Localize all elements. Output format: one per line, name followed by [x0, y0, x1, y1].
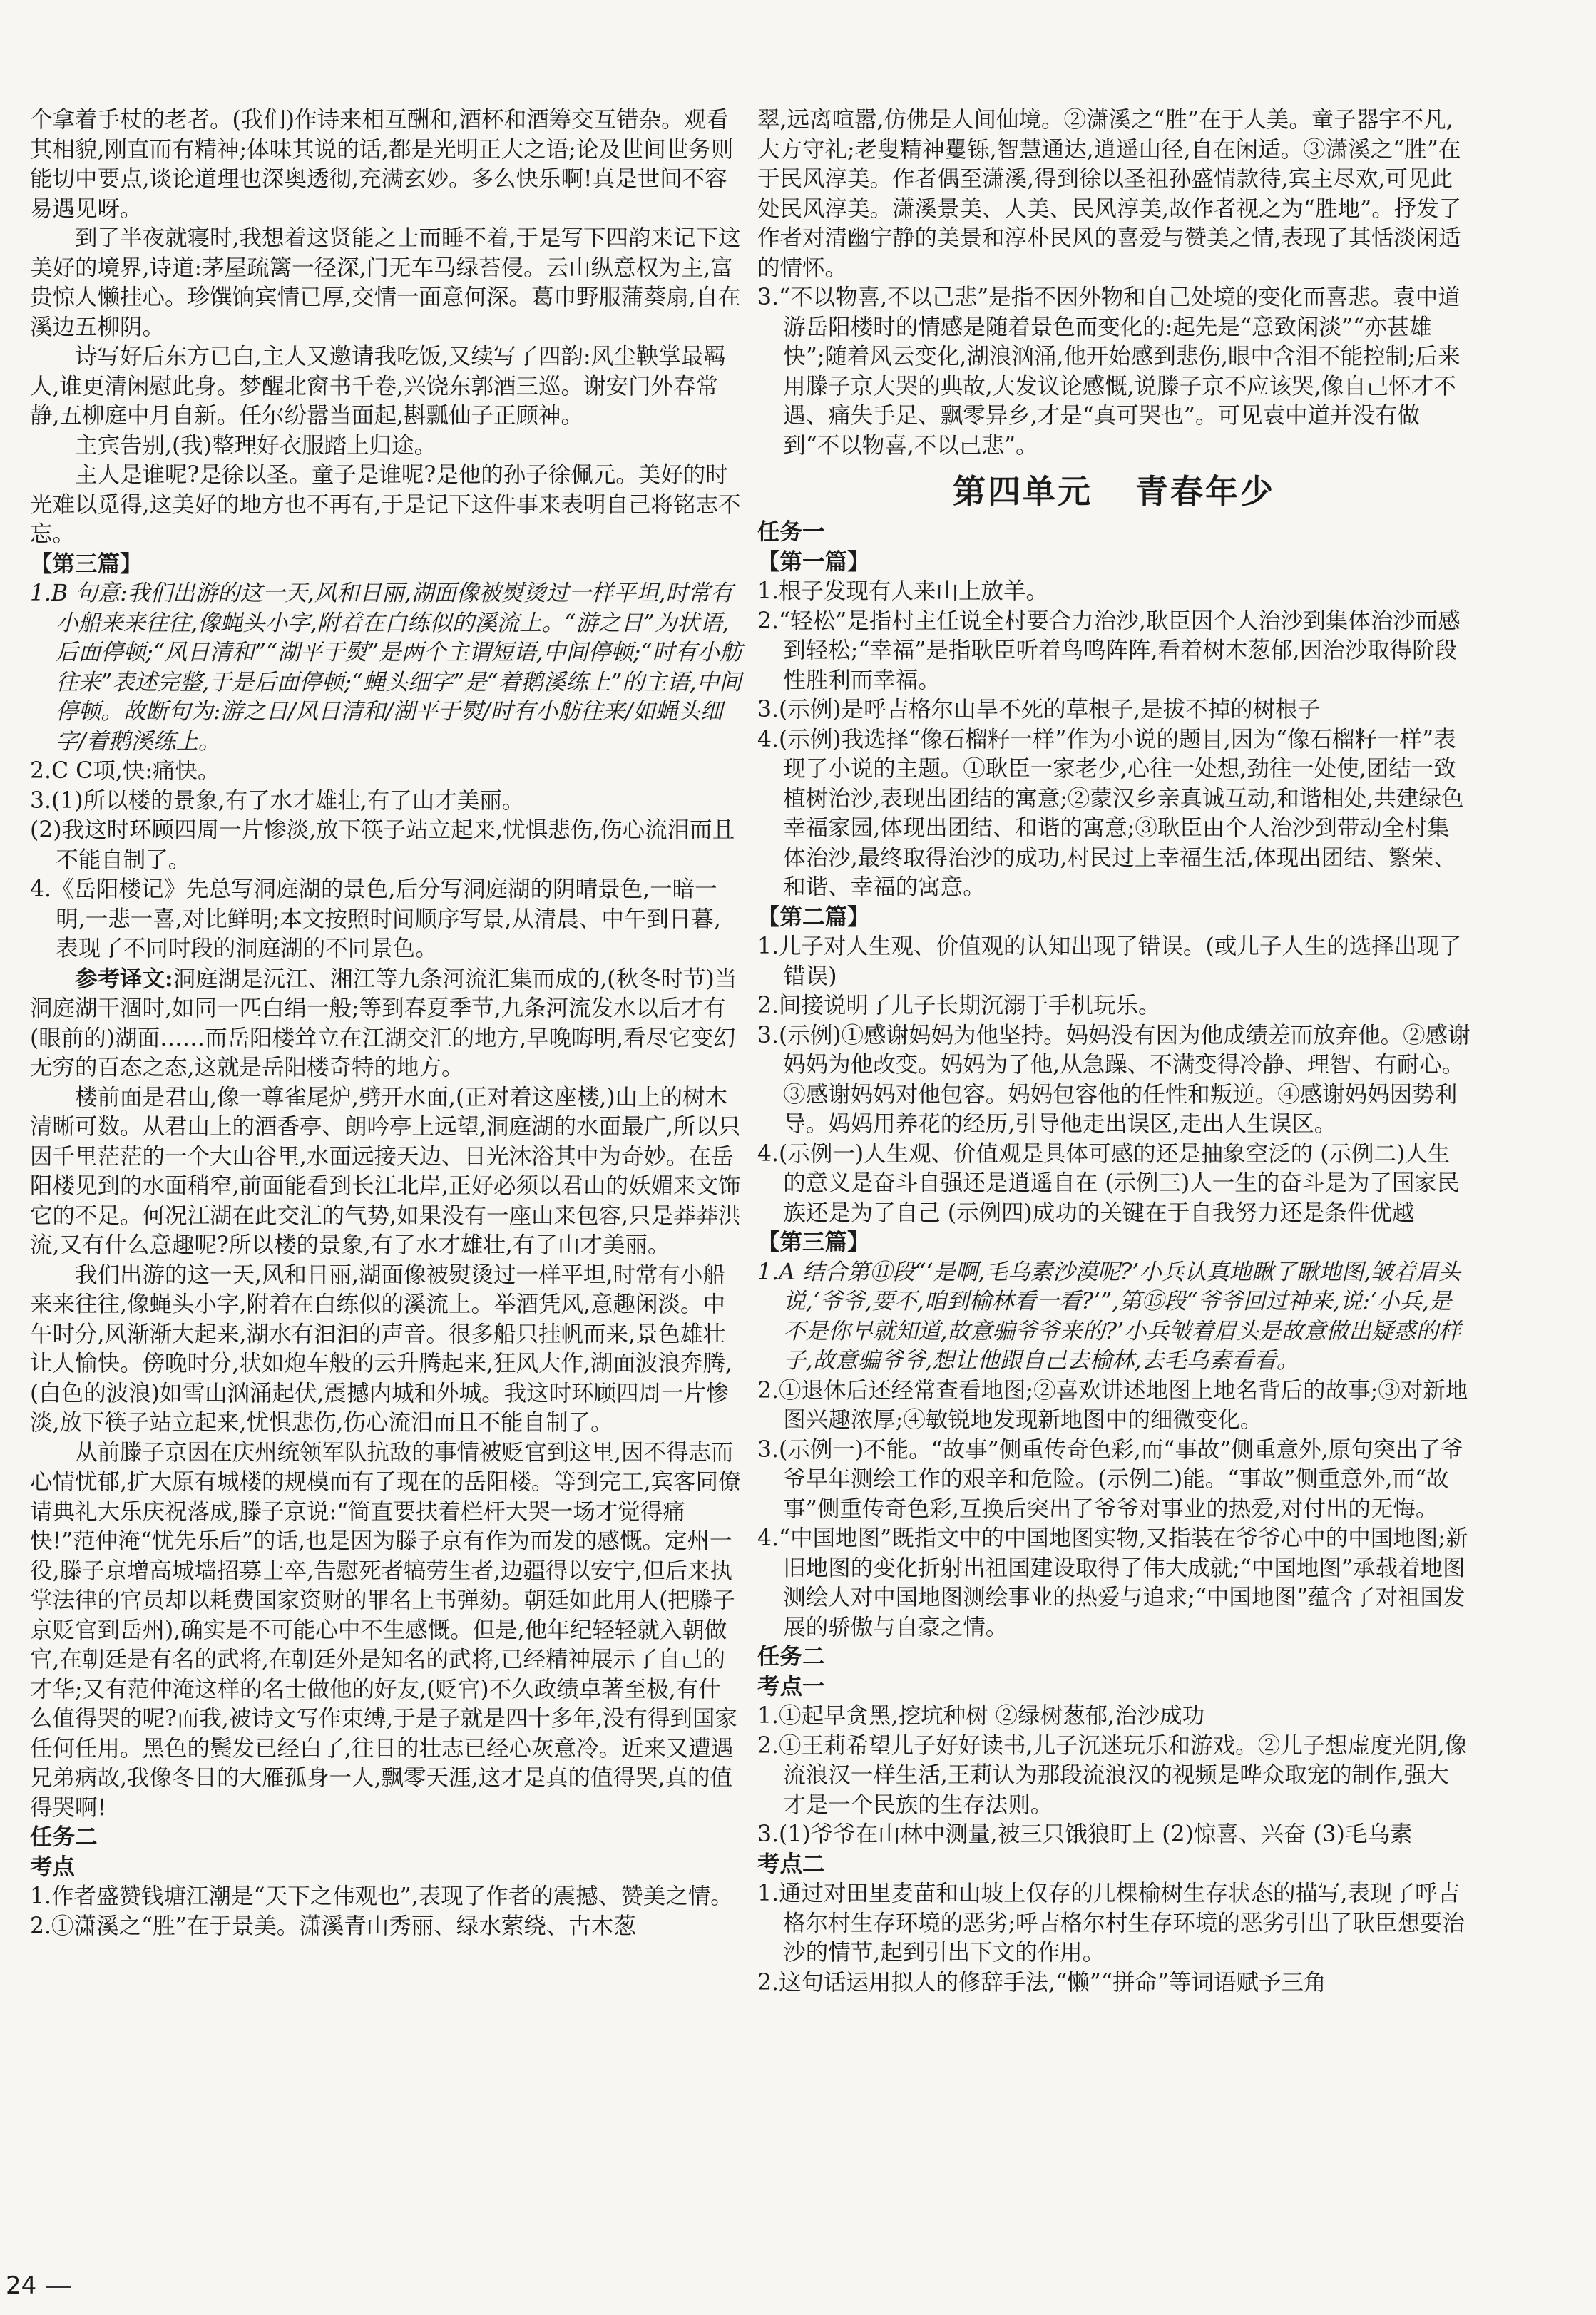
answer-item: 1.儿子对人生观、价值观的认知出现了错误。(或儿子人生的选择出现了错误): [757, 934, 1462, 989]
answer-item: 3.(示例)①感谢妈妈为他坚持。妈妈没有因为他成绩差而放弃他。②感谢妈妈为他改变。妈妈为了他,从急躁、不满变得冷静、理智、有耐心。③感谢妈妈对他包容。妈妈包容他的任性和叛逆。④感谢妈妈因势利导。妈妈用养花的经历,引导他走出误区,走出人生误区。: [757, 1022, 1470, 1137]
translation-paragraph: 楼前面是君山,像一尊雀尾炉,劈开水面,(正对着这座楼,)山上的树木清晰可数。从君山上的酒香亭、朗吟亭上远望,洞庭湖的水面最广,所以只因千里茫茫的一个大山谷里,水面远接天边、日光沐浴其中为奇妙。在岳阳楼见到的水面稍窄,前面能看到长江北岸,正好必须以君山的妖媚来文饰它的不足。何况江湖在此交汇的气势,如果没有一座山来包容,只是莽莽洪流,又有什么意趣呢?所以楼的景象,有了水才雄壮,有了山才美丽。: [30, 1084, 741, 1258]
answer-item: 2.这句话运用拟人的修辞手法,“懒”“拼命”等词语赋予三角: [757, 1969, 1326, 1995]
section-heading-second: 【第二篇】: [757, 904, 870, 930]
answer-item: 1.①起早贪黑,挖坑种树 ②绿树葱郁,治沙成功: [757, 1703, 1205, 1729]
translation-text: 洞庭湖是沅江、湘江等九条河流汇集而成的,(秋冬时节)当洞庭湖干涸时,如同一匹白绢一般;等到春夏季节,九条河流发水以后才有(眼前的)湖面……而岳阳楼耸立在江湖交汇的地方,早晚晦明,看尽它变幻无穷的百态之态,这就是岳阳楼奇特的地方。: [30, 966, 737, 1080]
section-heading-third: 【第三篇】: [30, 551, 143, 577]
translation-paragraph: 从前滕子京因在庆州统领军队抗敌的事情被贬官到这里,因不得志而心情忧郁,扩大原有城楼的规模而有了现在的岳阳楼。等到完工,宾客同僚请典礼大乐庆祝落成,滕子京说:“简直要扶着栏杆大哭一场才觉得痛快!”范仲淹“忧先乐后”的话,也是因为滕子京有作为而发的感慨。定州一役,滕子京增高城墙招募士卒,告慰死者犒劳生者,边疆得以安宁,但后来执掌法律的官员却以耗费国家资财的罪名上书弹劾。朝廷如此用人(把滕子京贬官到岳州),确实是不可能心中不生感慨。但是,他年纪轻轻就入朝做官,在朝廷是有名的武将,在朝廷外是知名的武将,已经精神展示了自己的才华;又有范仲淹这样的名士做他的好友,(贬官)不久政绩卓著至极,有什么值得哭的呢?而我,被诗文写作束缚,于是子就是四十多年,没有得到国家任何任用。黑色的鬓发已经白了,往日的壮志已经心灰意冷。近来又遭遇兄弟病故,我像冬日的大雁孤身一人,飘零天涯,这才是真的值得哭,真的值得哭啊!: [30, 1439, 741, 1821]
translation-paragraph: [30, 964, 743, 1083]
answer-item: 3.“不以物喜,不以己悲”是指不因外物和自己处境的变化而喜悲。袁中道游岳阳楼时的情感是随着景色而变化的:起先是“意致闲淡”“亦甚雄快”;随着风云变化,湖浪汹涌,他开始感到悲伤,眼中含泪不能控制;后来用滕子京大哭的典故,大发议论感慨,说滕子京不应该哭,像自己怀才不遇、痛失手足、飘零异乡,才是“真可哭也”。可见袁中道并没有做到“不以物喜,不以己悲”。: [757, 285, 1461, 459]
task-heading: 任务一: [757, 519, 825, 545]
answer-item: 2.间接说明了儿子长期沉溺于手机玩乐。: [757, 993, 1161, 1018]
answer-item: 1.通过对田里麦苗和山坡上仅存的几棵榆树生存状态的描写,表现了呼吉格尔村生存环境的恶劣;呼吉格尔村生存环境的恶劣引出了耿臣想要治沙的情节,起到引出下文的作用。: [757, 1881, 1465, 1966]
answer-item: 2.①潇溪之“胜”在于景美。潇溪青山秀丽、绿水萦绕、古木葱: [30, 1913, 636, 1939]
page-number-rule: [46, 2286, 71, 2288]
answer-item: 4.“中国地图”既指文中的中国地图实物,又指装在爷爷心中的中国地图;新旧地图的变化折射出祖国建设取得了伟大成就;“中国地图”承载着地图测绘人对中国地图测绘事业的热爱与追求;“中国地图”蕴含了对祖国发展的骄傲与自豪之情。: [757, 1526, 1468, 1640]
unit-number: 第四单元: [953, 472, 1093, 511]
task-heading: 任务二: [30, 1824, 98, 1850]
answer-item: (2)我这时环顾四周一片惨淡,放下筷子站立起来,忧惧悲伤,伤心流泪而且不能自制了。: [30, 817, 735, 873]
translation-paragraph: 我们出游的这一天,风和日丽,湖面像被熨烫过一样平坦,时常有小船来来往往,像蝇头小字,附着在白练似的溪流上。举酒凭风,意趣闲淡。中午时分,风渐渐大起来,湖水有汩汩的声音。很多船只挂帆而来,景色雄壮让人愉快。傍晚时分,状如炮车般的云升腾起来,狂风大作,湖面波浪奔腾,(白色的波浪)如雪山汹涌起伏,震撼内城和外城。我这时环顾四周一片惨淡,放下筷子站立起来,忧惧悲伤,伤心流泪而且不能自制了。: [30, 1262, 733, 1436]
answer-item: 2.“轻松”是指村主任说全村要合力治沙,耿臣因个人治沙到集体治沙而感到轻松;“幸福”是指耿臣听着鸟鸣阵阵,看着树木葱郁,因治沙取得阶段性胜利而幸福。: [757, 608, 1461, 693]
answer-item: 4.《岳阳楼记》先总写洞庭湖的景色,后分写洞庭湖的阴晴景色,一暗一明,一悲一喜,对比鲜明;本文按照时间顺序写景,从清晨、中午到日暮,表现了不同时段的洞庭湖的不同景色。: [30, 877, 721, 961]
section-heading-first: 【第一篇】: [757, 548, 870, 575]
translation-paragraph: 到了半夜就寝时,我想着这贤能之士而睡不着,于是写下四韵来记下这美好的境界,诗道:茅屋疏篱一径深,门无车马绿苔侵。云山纵意权为主,富贵惊人懒挂心。珍馔饷宾情已厚,交情一面意何深。葛巾野服蒲葵扇,自在溪边五柳阴。: [30, 225, 741, 340]
answer-item: 4.(示例一)人生观、价值观是具体可感的还是抽象空泛的 (示例二)人生的意义是奋斗自强还是逍遥自在 (示例三)人一生的奋斗是为了国家民族还是为了自己 (示例四)成功的关键在于自我努力还是条件优越: [757, 1140, 1460, 1226]
point-heading: 考点二: [757, 1851, 825, 1877]
point-heading: 考点一: [757, 1673, 825, 1700]
answer-item: 1.B 句意:我们出游的这一天,风和日丽,湖面像被熨烫过一样平坦,时常有小船来来往往,像蝇头小字,附着在白练似的溪流上。“游之日”为状语,后面停顿;“风日清和”“湖平于熨”是两个主谓短语,中间停顿;“时有小舫往来”表述完整,于是后面停顿;“蝇头细字”是“着鹅溪练上”的主语,中间停顿。故断句为:游之日/风日清和/湖平于熨/时有小舫往来/如蝇头细字/着鹅溪练上。: [30, 581, 742, 755]
page-number: 24: [6, 2271, 37, 2300]
task-heading: 任务二: [757, 1644, 825, 1670]
answer-item: 2.①退休后还经常查看地图;②喜欢讲述地图上地名背后的故事;③对新地图兴趣浓厚;④敏锐地发现新地图中的细微变化。: [757, 1377, 1468, 1433]
answer-item: 3.(1)所以楼的景象,有了水才雄壮,有了山才美丽。: [30, 787, 525, 814]
answer-item: 1.根子发现有人来山上放羊。: [757, 578, 1049, 604]
answer-item: 1.A 结合第⑪段“‘是啊,毛乌素沙漠呢?’小兵认真地瞅了瞅地图,皱着眉头说,‘爷爷,要不,咱到榆林看一看?’”,第⑮段“爷爷回过神来,说:‘小兵,是不是你早就知道,故意骗爷爷来的?’小兵皱着眉头是故意做出疑惑的样子,故意骗爷爷,想让他跟自己去榆林,去毛乌素看看。: [757, 1259, 1461, 1374]
translation-paragraph: 个拿着手杖的老者。(我们)作诗来相互酬和,酒杯和酒筹交互错杂。观看其相貌,刚直而有精神;体味其说的话,都是光明正大之语;论及世间世务则能切中要点,谈论道理也深奥透彻,充满玄妙。多么快乐啊!真是世间不容易遇见呀。: [30, 107, 734, 222]
answer-item: 4.(示例)我选择“像石榴籽一样”作为小说的题目,因为“像石榴籽一样”表现了小说的主题。①耿臣一家老少,心往一处想,劲往一处使,团结一致植树治沙,表现出团结的寓意;②蒙汉乡亲真诚互动,和谐相处,共建绿色幸福家园,体现出团结、和谐的寓意;③耿臣由个人治沙到带动全村集体治沙,最终取得治沙的成功,村民过上幸福生活,体现出团结、繁荣、和谐、幸福的寓意。: [757, 726, 1464, 900]
translation-label: 参考译文:: [75, 965, 173, 992]
section-heading-third: 【第三篇】: [757, 1230, 870, 1255]
answer-item: 1.作者盛赞钱塘江潮是“天下之伟观也”,表现了作者的震撼、赞美之情。: [30, 1884, 733, 1909]
answer-continuation: 翠,远离喧嚣,仿佛是人间仙境。②潇溪之“胜”在于人美。童子器宇不凡,大方守礼;老叟精神矍铄,智慧通达,逍遥山径,自在闲适。③潇溪之“胜”在于民风淳美。作者偶至潇溪,得到徐以圣祖孙盛情款待,宾主尽欢,可见此处民风淳美。潇溪景美、人美、民风淳美,故作者视之为“胜地”。抒发了作者对清幽宁静的美景和淳朴民风的喜爱与赞美之情,表现了其恬淡闲适的情怀。: [757, 107, 1462, 281]
answer-item: 2.①王莉希望儿子好好读书,儿子沉迷玩乐和游戏。②儿子想虚度光阴,像流浪汉一样生活,王莉认为那段流浪汉的视频是哗众取宠的制作,强大才是一个民族的生存法则。: [757, 1732, 1468, 1818]
unit-name: 青春年少: [1135, 472, 1275, 511]
translation-paragraph: 主人是谁呢?是徐以圣。童子是谁呢?是他的孙子徐佩元。美好的时光难以觅得,这美好的地方也不再有,于是记下这件事来表明自己将铭志不忘。: [30, 462, 741, 547]
translation-paragraph: 诗写好后东方已白,主人又邀请我吃饭,又续写了四韵:风尘鞅掌最羁人,谁更清闲慰此身。梦醒北窗书千卷,兴饶东郭酒三巡。谢安门外春常静,五柳庭中月自新。任尔纷嚣当面起,斟瓢仙子正顾神。: [30, 344, 726, 429]
translation-paragraph: 主宾告别,(我)整理好衣服踏上归途。: [75, 432, 437, 459]
answer-item: 2.C C项,快:痛快。: [30, 758, 220, 784]
answer-item: 3.(示例)是呼吉格尔山旱不死的草根子,是拔不掉的树根子: [757, 697, 1321, 722]
point-heading: 考点: [30, 1854, 76, 1880]
right-column: [757, 106, 1470, 1998]
left-column: [30, 106, 743, 1941]
answer-item: 3.(1)爷爷在山林中测量,被三只饿狼盯上 (2)惊喜、兴奋 (3)毛乌素: [757, 1821, 1413, 1847]
unit-title: [757, 469, 1470, 513]
answer-item: 3.(示例一)不能。“故事”侧重传奇色彩,而“事故”侧重意外,原句突出了爷爷早年测绘工作的艰辛和危险。(示例二)能。“事故”侧重意外,而“故事”侧重传奇色彩,互换后突出了爷爷对事业的热爱,对付出的无悔。: [757, 1436, 1463, 1522]
